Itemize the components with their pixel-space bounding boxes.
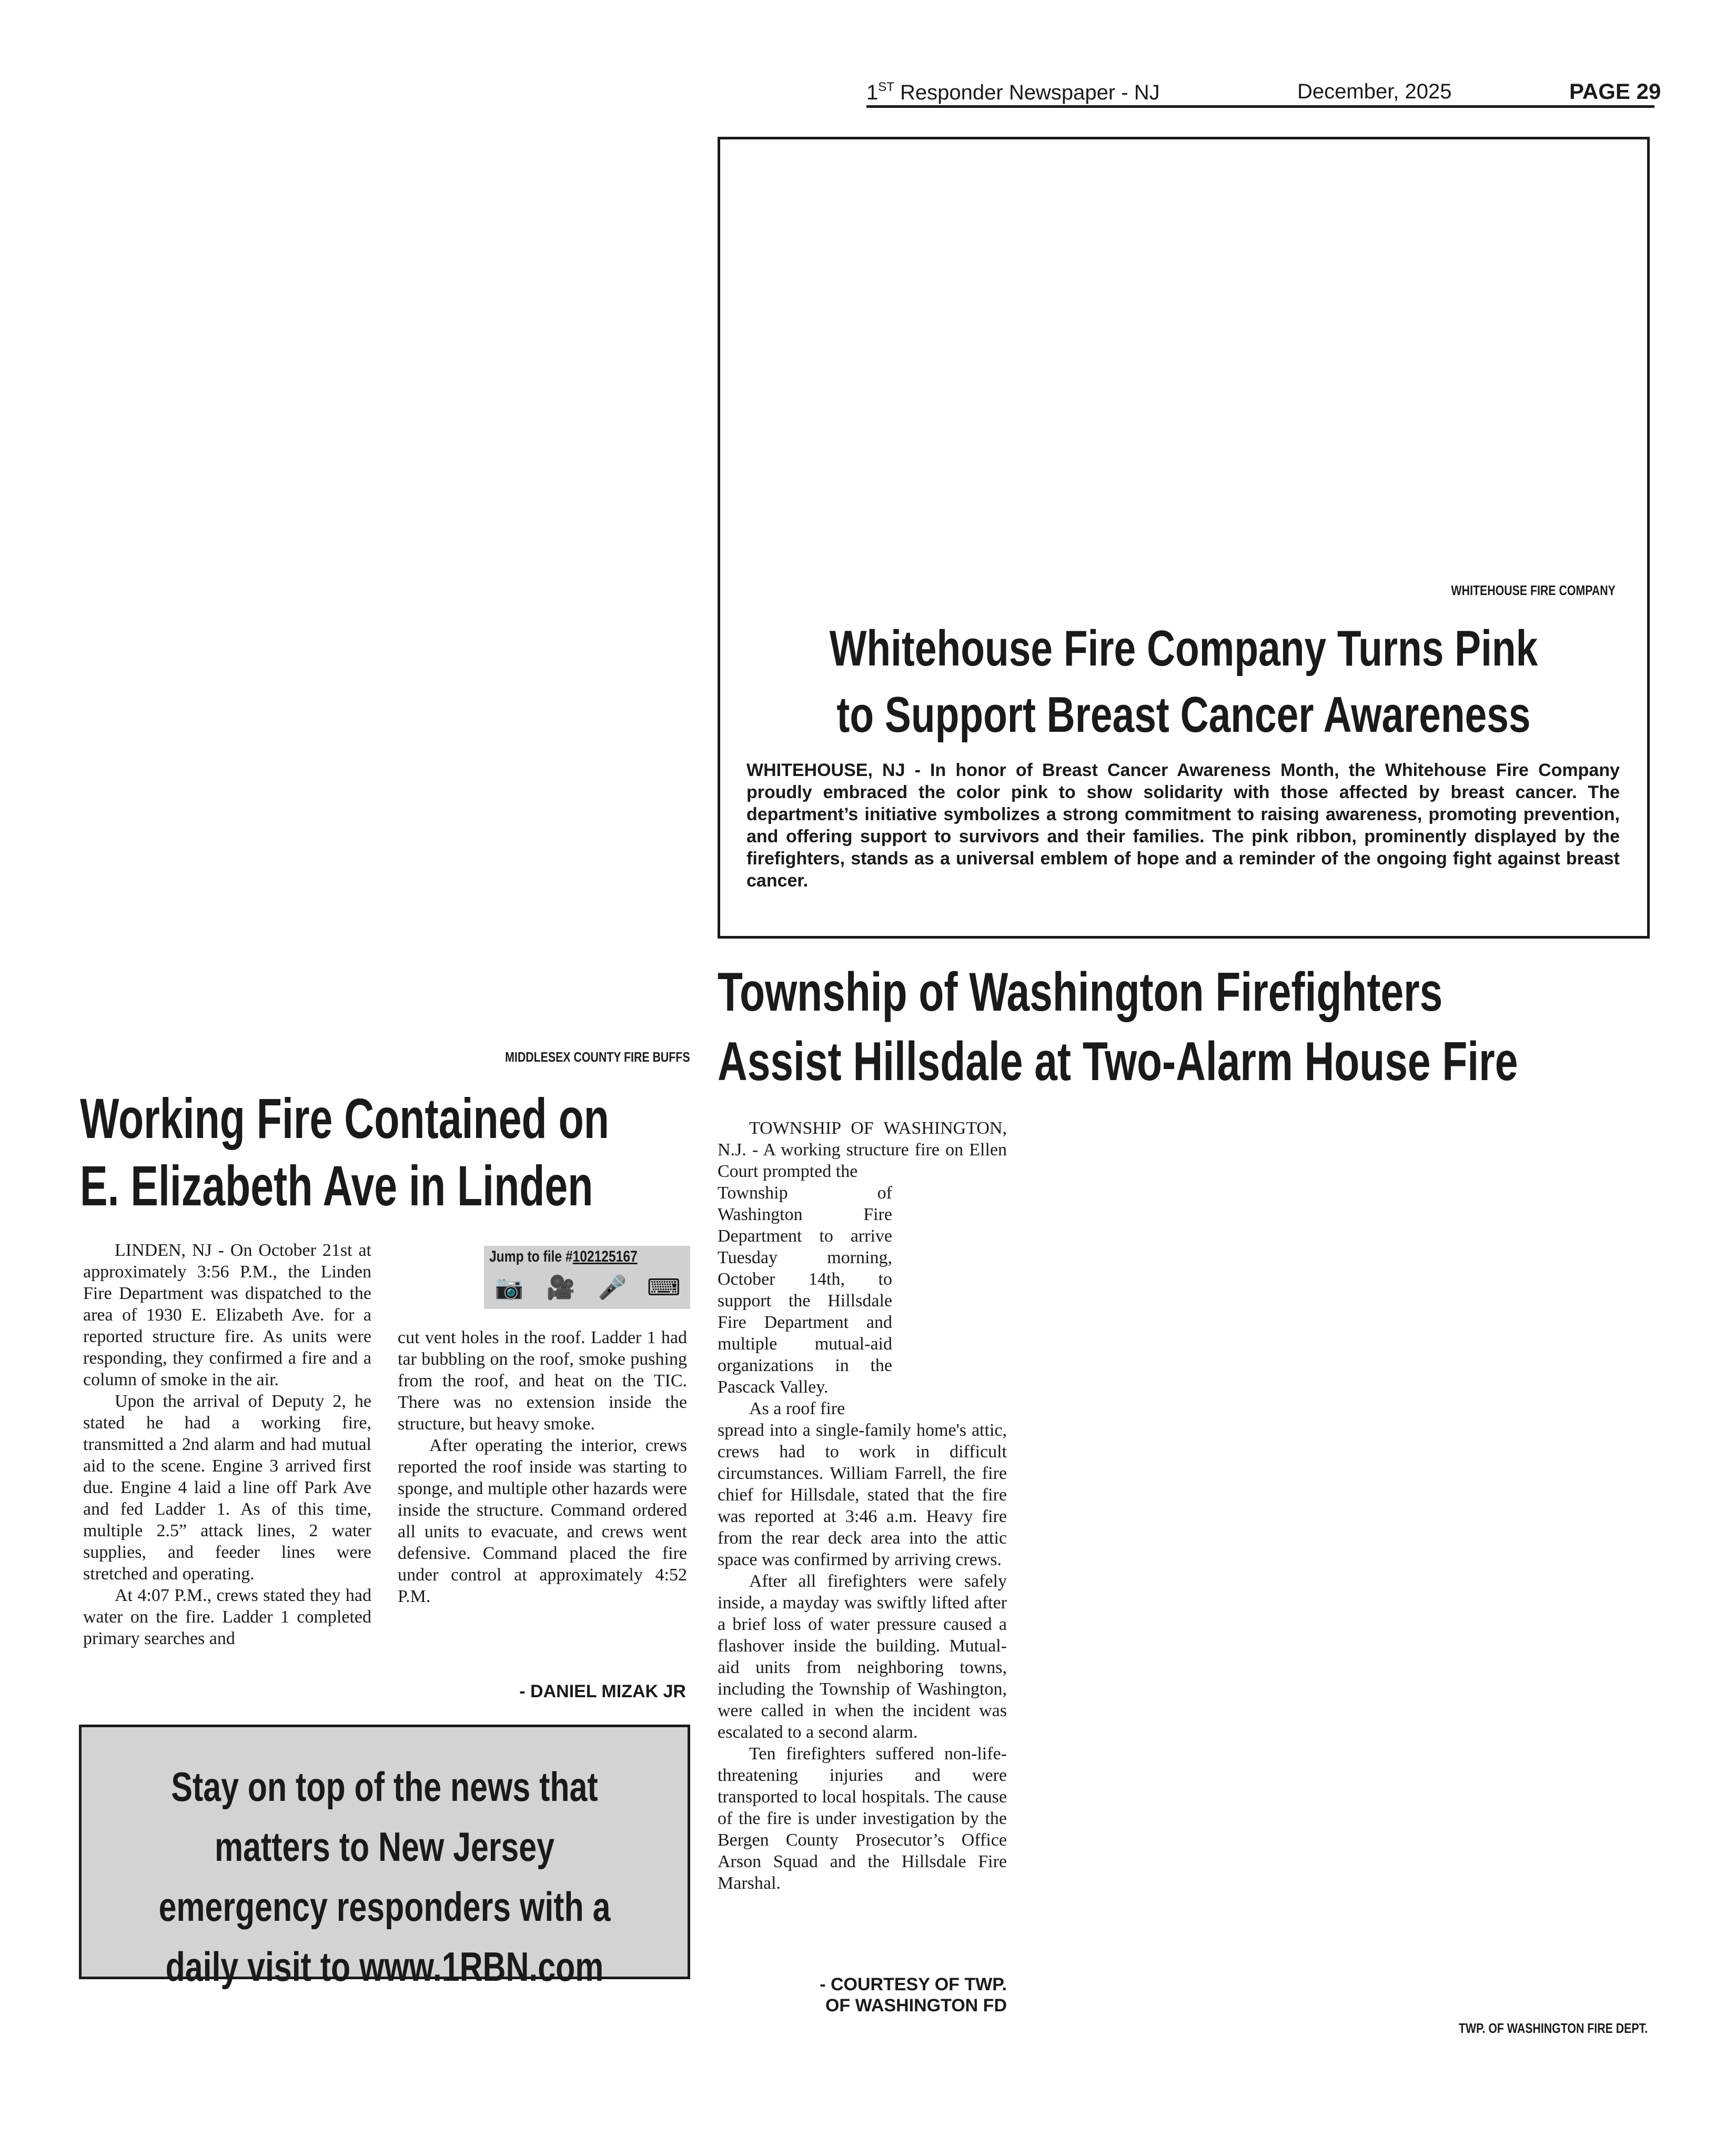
jump-to-file-label[interactable]: Jump to file #102125167 [489,1248,638,1265]
linden-headline-line1: Working Fire Contained on [80,1086,609,1150]
township-byline: - COURTESY OF TWP. OF WASHINGTON FD [820,1974,1007,2016]
header-rule [866,105,1654,108]
whitehouse-headline-line2: to Support Breast Cancer Awareness [836,687,1531,743]
linden-byline: - DANIEL MIZAK JR [519,1681,686,1701]
page-number: PAGE 29 [1569,79,1661,104]
township-paragraph [718,1398,1007,1570]
linden-paragraph: At 4:07 P.M., crews stated they had water on the fire. Ladder 1 completed primary searches and [83,1586,371,1648]
township-column [718,1117,1007,1894]
whitehouse-body: WHITEHOUSE, NJ - In honor of Breast Cancer Awareness Month, the Whitehouse Fire Company proudly embraced the color pink to show solidarity with those affected by breast cancer. The department’s initiative symbolizes a strong commitment to raising awareness, promoting prevention, and offering support to survivors and their families. The pink ribbon, prominently displayed by the firefighters, stands as a universal emblem of hope and a reminder of the ongoing fight against breast cancer. [746,760,1620,891]
township-p2-narrow: As a roof fire [749,1399,845,1418]
jump-to-file-box[interactable] [484,1246,690,1309]
video-camera-icon: 🎥 [546,1275,576,1301]
whitehouse-photo-credit: WHITEHOUSE FIRE COMPANY [1451,582,1616,598]
promo-box [79,1725,690,1990]
township-headline-line1: Township of Washington Firefighters [718,962,1443,1023]
linden-headline-line2: E. Elizabeth Ave in Linden [80,1154,593,1217]
township-paragraph: Ten firefighters suffered non-life-threatening injuries and were transported to local hospitals. The cause of the fire is under investigation by the Bergen County Prosecutor’s Office Arson Squad and the Hillsdale Fire Marshal. [718,1744,1007,1893]
linden-column-2 [398,1327,687,1607]
promo-line: daily visit to www.1RBN.com [165,1943,604,1990]
promo-text [82,1757,688,1997]
linden-column-1 [83,1240,371,1649]
township-p1-wide: TOWNSHIP OF WASHINGTON, N.J. - A working structure fire on Ellen Court prompted the [718,1119,1007,1181]
township-p1-narrow: Township of Washington Fire Department to arrive Tuesday morning, October 14th, to support the Hillsdale Fire Department and multiple mutual-aid organizations in the Pascack Valley. [718,1183,892,1397]
whitehouse-story-box [718,137,1650,939]
issue-date: December, 2025 [1297,80,1452,103]
camera-icon: 📷 [494,1275,524,1301]
linden-headline [80,1085,805,1220]
township-headline [718,958,1736,1096]
township-paragraph [718,1117,1007,1398]
whitehouse-headline [720,616,1647,748]
publication-name: 1ST Responder Newspaper - NJ [866,80,1160,104]
township-headline-line2: Assist Hillsdale at Two-Alarm House Fire [718,1031,1518,1092]
whitehouse-headline-line1: Whitehouse Fire Company Turns Pink [829,620,1538,677]
promo-line: emergency responders with a [158,1883,611,1930]
township-paragraph: After all firefighters were safely inside, a mayday was swiftly lifted after a brief loss of water pressure caused a flashover inside the building. Mutual-aid units from neighboring towns, including the Township of Washington, were called in when the incident was escalated to a second alarm. [718,1571,1007,1742]
linden-paragraph: Upon the arrival of Deputy 2, he stated he had a working fire, transmitted a 2nd alarm and had mutual aid to the scene. Engine 3 arrived first due. Engine 4 laid a line off Park Ave and fed Ladder 1. As of this time, multiple 2.5” attack lines, 2 water supplies, and feeder lines were stretched and operating. [83,1392,371,1584]
promo-line: Stay on top of the news that [171,1764,598,1810]
typewriter-icon: ⌨ [647,1275,681,1301]
linden-paragraph: LINDEN, NJ - On October 21st at approximately 3:56 P.M., the Linden Fire Department was dispatched to the area of 1930 E. Elizabeth Ave. for a reported structure fire. As units were responding, they confirmed a fire and a column of smoke in the air. [83,1241,371,1389]
promo-line: matters to New Jersey [215,1823,554,1870]
linden-photo-credit: MIDDLESEX COUNTY FIRE BUFFS [505,1049,690,1065]
microphone-icon: 🎤 [598,1275,627,1301]
linden-paragraph: After operating the interior, crews reported the roof inside was starting to sponge, and multiple other hazards were inside the structure. Command ordered all units to evacuate, and crews went defensive. Command placed the fire under control at approximately 4:52 P.M. [398,1436,687,1606]
township-p2-wide: spread into a single-family home's attic, crews had to work in difficult circumstances. William Farrell, the fire chief for Hillsdale, stated that the fire was reported at 3:46 a.m. Heavy fire from the rear deck area into the attic space was confirmed by arriving crews. [718,1420,1007,1569]
township-photo-credit: TWP. OF WASHINGTON FIRE DEPT. [1458,2020,1648,2036]
linden-paragraph: cut vent holes in the roof. Ladder 1 had tar bubbling on the roof, smoke pushing from the roof, and heat on the TIC. There was no extension inside the structure, but heavy smoke. [398,1328,687,1434]
